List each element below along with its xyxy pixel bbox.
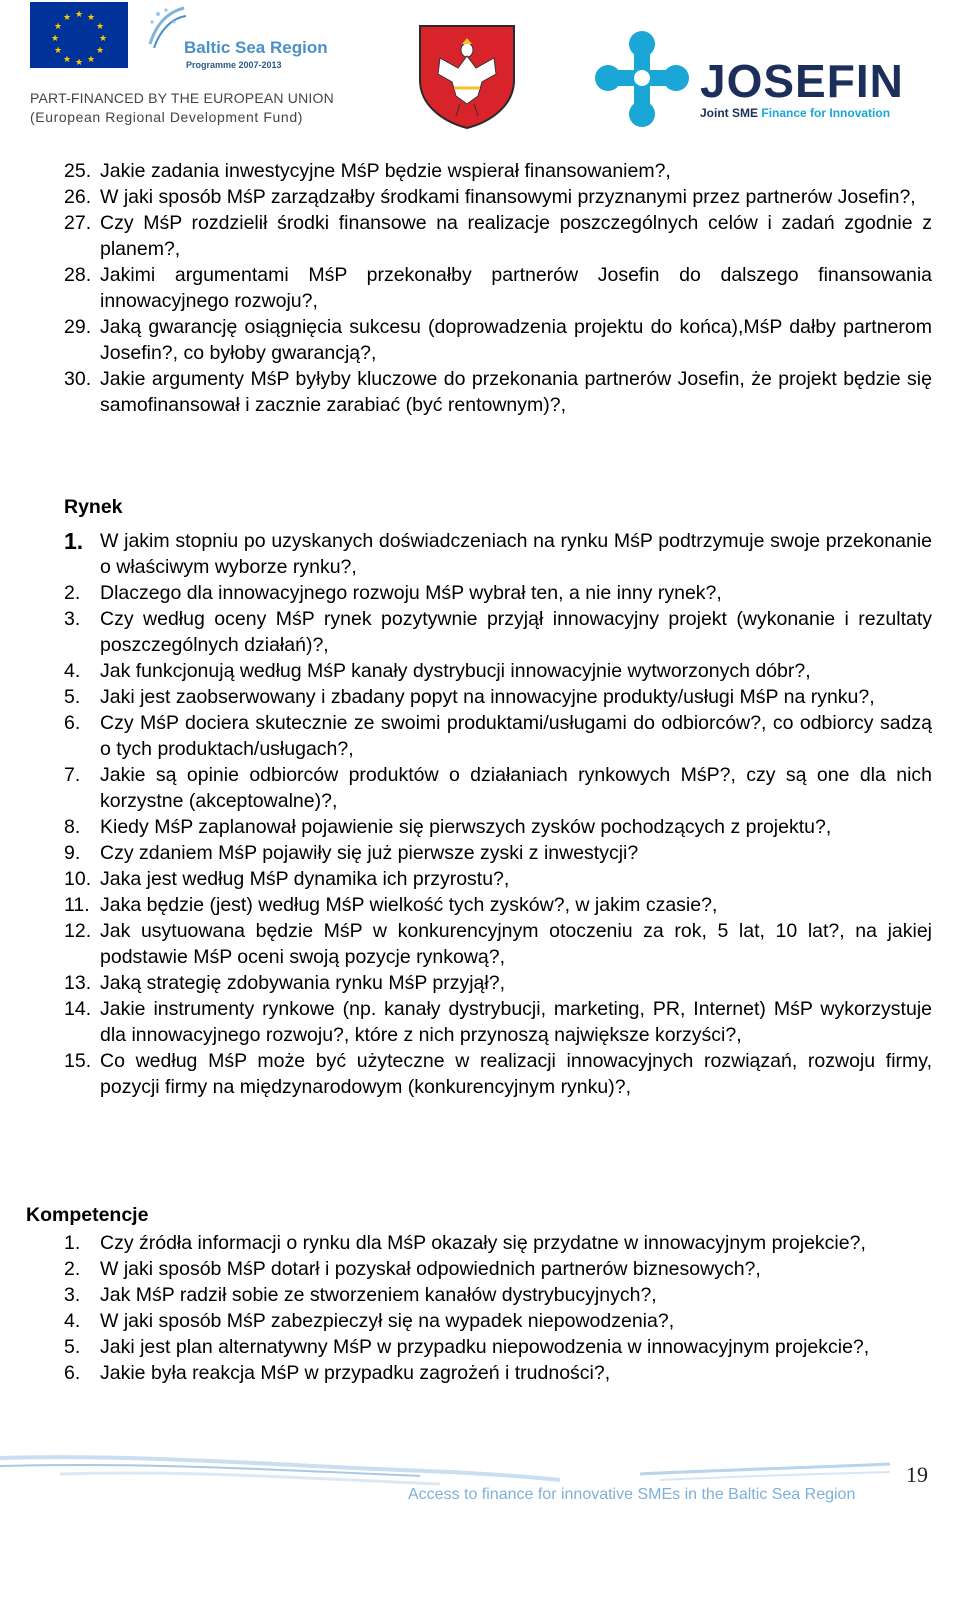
josefin-tagline-part1: Joint SME (700, 106, 759, 120)
item-number: 25. (64, 160, 92, 182)
list-item (64, 762, 932, 814)
list-item (64, 210, 932, 262)
list-item (64, 1334, 902, 1360)
page-number: 19 (906, 1462, 928, 1487)
list-item (64, 1230, 902, 1256)
list-item (64, 1360, 902, 1386)
item-number: 3. (64, 608, 81, 630)
item-number: 6. (64, 1362, 81, 1384)
wave-decoration-icon (0, 1440, 960, 1612)
item-number: 13. (64, 972, 92, 994)
question-list-kompetencje (64, 1230, 902, 1386)
list-item (64, 840, 932, 866)
page-footer (0, 1440, 960, 1612)
list-item (64, 918, 932, 970)
item-text: Jakimi argumentami MśP przekonałby partnerów Josefin do dalszego finansowania innowacyjnego rozwoju?, (100, 264, 932, 312)
item-number: 30. (64, 368, 92, 390)
item-text: Jakie instrumenty rynkowe (np. kanały dystrybucji, marketing, PR, Internet) MśP wykorzystuje dla innowacyjnego rozwoju?, które z nich przynoszą największe korzyści?, (100, 998, 932, 1046)
baltic-sea-region-logo (146, 4, 328, 74)
item-text: Czy MśP rozdzielił środki finansowe na realizacje poszczególnych celów i zadań zgodnie z planem?, (100, 212, 932, 260)
list-item (64, 528, 932, 580)
item-number: 7. (64, 764, 81, 786)
svg-text:★: ★ (50, 34, 60, 44)
svg-text:★: ★ (53, 22, 63, 32)
item-number: 10. (64, 868, 92, 890)
josefin-logo (594, 30, 914, 130)
josefin-wordmark: JOSEFIN (700, 55, 904, 107)
list-item (64, 684, 932, 710)
svg-text:★: ★ (53, 46, 63, 56)
svg-text:★: ★ (86, 55, 96, 65)
item-number: 2. (64, 1258, 81, 1280)
footer-tagline: Access to finance for innovative SMEs in the Baltic Sea Region (408, 1486, 856, 1503)
list-item (64, 866, 932, 892)
item-text: Czy źródła informacji o rynku dla MśP okazały się przydatne w innowacyjnym projekcie?, (100, 1232, 866, 1254)
item-number: 12. (64, 920, 92, 942)
item-number: 1. (64, 1232, 81, 1254)
item-number: 2. (64, 582, 81, 604)
list-item (64, 996, 932, 1048)
svg-text:★: ★ (95, 22, 105, 32)
item-text: Czy według oceny MśP rynek pozytywnie przyjął innowacyjny projekt (wykonanie i rezultaty poszczególnych działań)?, (100, 608, 932, 656)
item-number: 5. (64, 1336, 81, 1358)
svg-text:★: ★ (74, 10, 84, 20)
item-number: 8. (64, 816, 81, 838)
list-item (64, 1256, 902, 1282)
item-number: 4. (64, 660, 81, 682)
section-heading-kompetencje: Kompetencje (26, 1204, 149, 1226)
item-text: Jakie są opinie odbiorców produktów o działaniach rynkowych MśP?, czy są one dla nich korzystne (akceptowalne)?, (100, 764, 932, 812)
item-text: Jakie zadania inwestycyjne MśP będzie wspierał finansowaniem?, (100, 160, 671, 182)
item-text: Jaki jest zaobserwowany i zbadany popyt na innowacyjne produkty/usługi MśP na rynku?, (100, 686, 875, 708)
list-item (64, 580, 932, 606)
list-item (64, 1282, 902, 1308)
josefin-tagline-part2: Finance for Innovation (761, 106, 891, 120)
item-number: 26. (64, 186, 92, 208)
item-text: W jakim stopniu po uzyskanych doświadczeniach na rynku MśP podtrzymuje swoje przekonanie o właściwym wyborze rynku?, (100, 530, 932, 578)
item-text: Jak usytuowana będzie MśP w konkurencyjnym otoczeniu za rok, 5 lat, 10 lat?, na jakiej podstawie MśP oceni swoją pozycje rynkową?, (100, 920, 932, 968)
list-item (64, 710, 932, 762)
svg-text:★: ★ (62, 13, 72, 23)
item-number: 6. (64, 712, 81, 734)
item-text: W jaki sposób MśP zarządzałby środkami finansowymi przyznanymi przez partnerów Josefin?, (100, 186, 916, 208)
josefin-tagline (700, 106, 890, 120)
list-item (64, 366, 932, 418)
wave-swirl-icon (146, 4, 186, 50)
item-text: Jak funkcjonują według MśP kanały dystrybucji innowacyjnie wytworzonych dóbr?, (100, 660, 811, 682)
list-item (64, 1308, 902, 1334)
item-text: Jaką gwarancję osiągnięcia sukcesu (doprowadzenia projektu do końca),MśP dałby partnerom Josefin?, co byłoby gwarancją?, (100, 316, 932, 364)
list-item (64, 1048, 932, 1100)
item-number: 14. (64, 998, 92, 1020)
item-number: 3. (64, 1284, 81, 1306)
item-text: Co według MśP może być użyteczne w realizacji innowacyjnych rozwiązań, rozwoju firmy, pozycji firmy na międzynarodowym (konkurencyjnym rynku)?, (100, 1050, 932, 1098)
list-item (64, 314, 932, 366)
item-text: Dlaczego dla innowacyjnego rozwoju MśP wybrał ten, a nie inny rynek?, (100, 582, 722, 604)
eu-funding-caption: PART-FINANCED BY THE EUROPEAN UNION (30, 90, 334, 106)
item-number: 1. (64, 528, 84, 554)
item-number: 27. (64, 212, 92, 234)
item-number: 5. (64, 686, 81, 708)
eu-fund-name: (European Regional Development Fund) (30, 109, 303, 125)
josefin-cross-icon (594, 30, 690, 128)
svg-text:★: ★ (95, 46, 105, 56)
question-list-rynek (64, 528, 932, 1100)
bsr-subtitle: Programme 2007-2013 (186, 60, 282, 70)
item-number: 28. (64, 264, 92, 286)
item-number: 29. (64, 316, 92, 338)
item-number: 4. (64, 1310, 81, 1332)
item-text: Jaka jest według MśP dynamika ich przyrostu?, (100, 868, 510, 890)
item-number: 9. (64, 842, 81, 864)
item-text: Jakie argumenty MśP byłyby kluczowe do przekonania partnerów Josefin, że projekt będzie się samofinansował i zacznie zarabiać (być rentownym)?, (100, 368, 932, 416)
eu-flag-icon (30, 2, 128, 68)
list-item (64, 184, 932, 210)
list-item (64, 262, 932, 314)
svg-text:★: ★ (86, 13, 96, 23)
svg-text:★: ★ (74, 58, 84, 68)
list-item (64, 970, 932, 996)
coat-of-arms-icon (418, 24, 516, 130)
section-heading-rynek: Rynek (64, 496, 123, 518)
svg-text:★: ★ (98, 34, 108, 44)
item-text: Jakie była reakcja MśP w przypadku zagrożeń i trudności?, (100, 1362, 611, 1384)
list-item (64, 658, 932, 684)
item-text: W jaki sposób MśP zabezpieczył się na wypadek niepowodzenia?, (100, 1310, 675, 1332)
svg-text:★: ★ (62, 55, 72, 65)
item-text: Jak MśP radził sobie ze stworzeniem kanałów dystrybucyjnych?, (100, 1284, 657, 1306)
item-text: Jaką strategię zdobywania rynku MśP przyjął?, (100, 972, 505, 994)
bsr-title: Baltic Sea Region (184, 38, 328, 57)
item-text: W jaki sposób MśP dotarł i pozyskał odpowiednich partnerów biznesowych?, (100, 1258, 761, 1280)
item-text: Czy MśP dociera skutecznie ze swoimi produktami/usługami do odbiorców?, co odbiorcy sadzą o tych produktach/usługach?, (100, 712, 932, 760)
item-text: Jaka będzie (jest) według MśP wielkość tych zysków?, w jakim czasie?, (100, 894, 718, 916)
list-item (64, 606, 932, 658)
item-text: Czy zdaniem MśP pojawiły się już pierwsze zyski z inwestycji? (100, 842, 639, 864)
item-number: 15. (64, 1050, 92, 1072)
item-text: Kiedy MśP zaplanował pojawienie się pierwszych zysków pochodzących z projektu?, (100, 816, 832, 838)
list-item (64, 892, 932, 918)
list-item (64, 814, 932, 840)
question-list-section1 (64, 158, 932, 418)
item-number: 11. (64, 894, 90, 916)
item-text: Jaki jest plan alternatywny MśP w przypadku niepowodzenia w innowacyjnym projekcie?, (100, 1336, 870, 1358)
list-item (64, 158, 932, 184)
page-header (0, 0, 960, 140)
